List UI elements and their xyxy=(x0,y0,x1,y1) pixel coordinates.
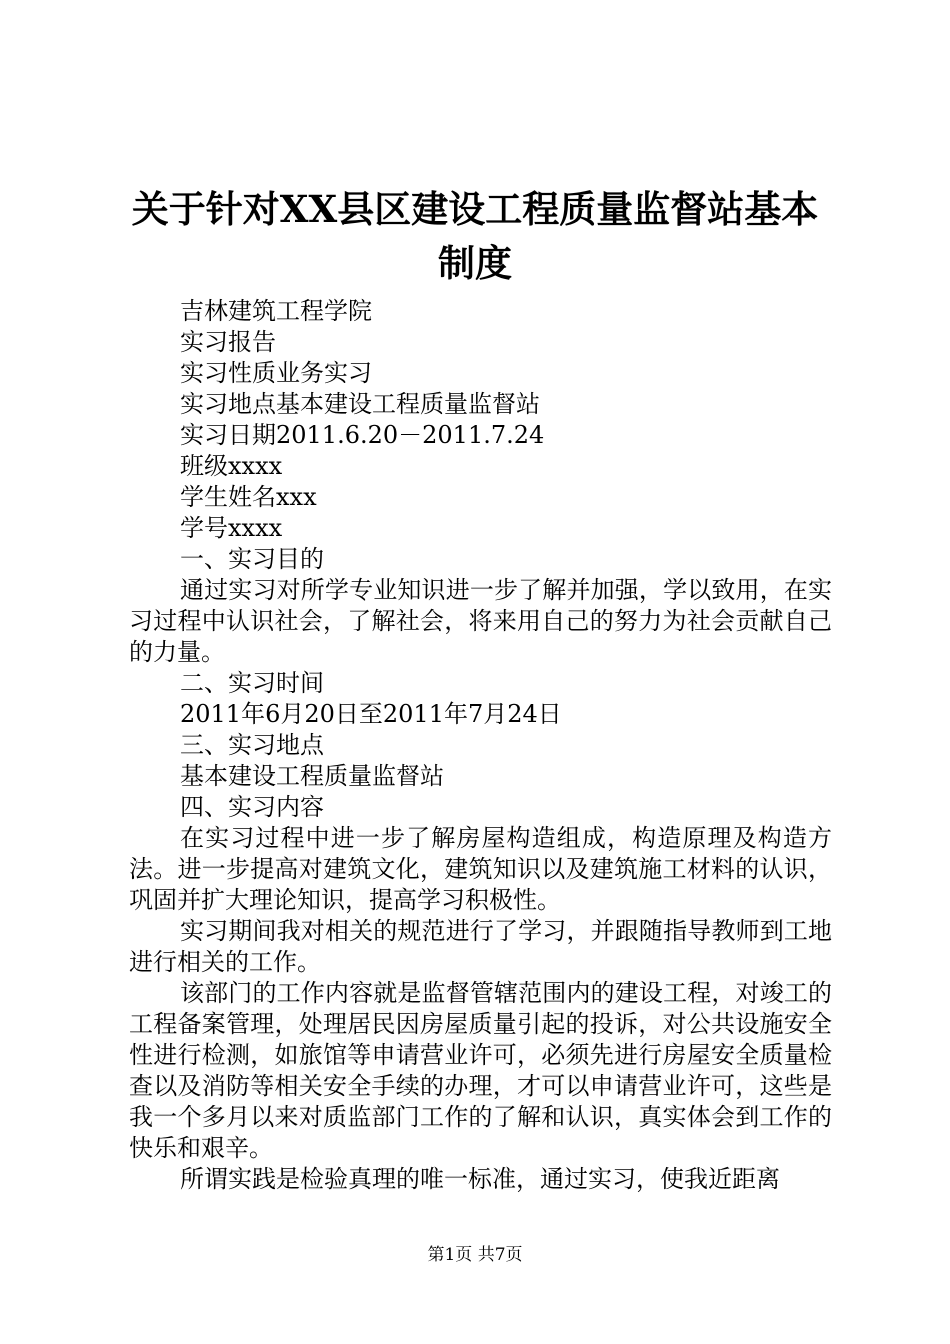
content-paragraph: 实习期间我对相关的规范进行了学习，并跟随指导教师到工地进行相关的工作。 xyxy=(129,917,832,976)
content-paragraph: 所谓实践是检验真理的唯一标准，通过实习，使我近距离 xyxy=(180,1165,780,1193)
school-name: 吉林建筑工程学院 xyxy=(180,297,372,325)
content-paragraph: 在实习过程中进一步了解房屋构造组成，构造原理及构造方法。进一步提高对建筑文化，建筑知识以及建筑施工材料的认识，巩固并扩大理论知识，提高学习积极性。 xyxy=(129,824,832,914)
student-name-field: 学生姓名xxx xyxy=(180,483,317,511)
document-title: 关于针对XX县区建设工程质量监督站基本制度 xyxy=(131,187,819,285)
internship-nature: 实习性质业务实习 xyxy=(180,359,372,387)
document-body xyxy=(129,296,832,1195)
time-text: 2011年6月20日至2011年7月24日 xyxy=(180,700,562,728)
page-number-footer: 第1页 共7页 xyxy=(427,1245,523,1265)
content-paragraph: 该部门的工作内容就是监督管辖范围内的建设工程，对竣工的工程备案管理，处理居民因房屋质量引起的投诉，对公共设施安全性进行检测，如旅馆等申请营业许可，必须先进行房屋安全质量检查以及消防等相关安全手续的办理，才可以申请营业许可，这些是我一个多月以来对质监部门工作的了解和认识，真实体会到工作的快乐和艰辛。 xyxy=(129,979,832,1162)
section-heading-place: 三、实习地点 xyxy=(180,731,324,759)
internship-location: 实习地点基本建设工程质量监督站 xyxy=(180,390,540,418)
place-text: 基本建设工程质量监督站 xyxy=(180,762,444,790)
class-field: 班级xxxx xyxy=(180,452,283,480)
report-type: 实习报告 xyxy=(180,328,276,356)
internship-dates: 实习日期2011.6.20－2011.7.24 xyxy=(180,421,545,449)
section-heading-content: 四、实习内容 xyxy=(180,793,324,821)
purpose-paragraph: 通过实习对所学专业知识进一步了解并加强，学以致用，在实习过程中认识社会，了解社会，将来用自己的努力为社会贡献自己的力量。 xyxy=(129,576,832,666)
section-heading-time: 二、实习时间 xyxy=(180,669,324,697)
section-heading-purpose: 一、实习目的 xyxy=(180,545,324,573)
student-id-field: 学号xxxx xyxy=(180,514,283,542)
